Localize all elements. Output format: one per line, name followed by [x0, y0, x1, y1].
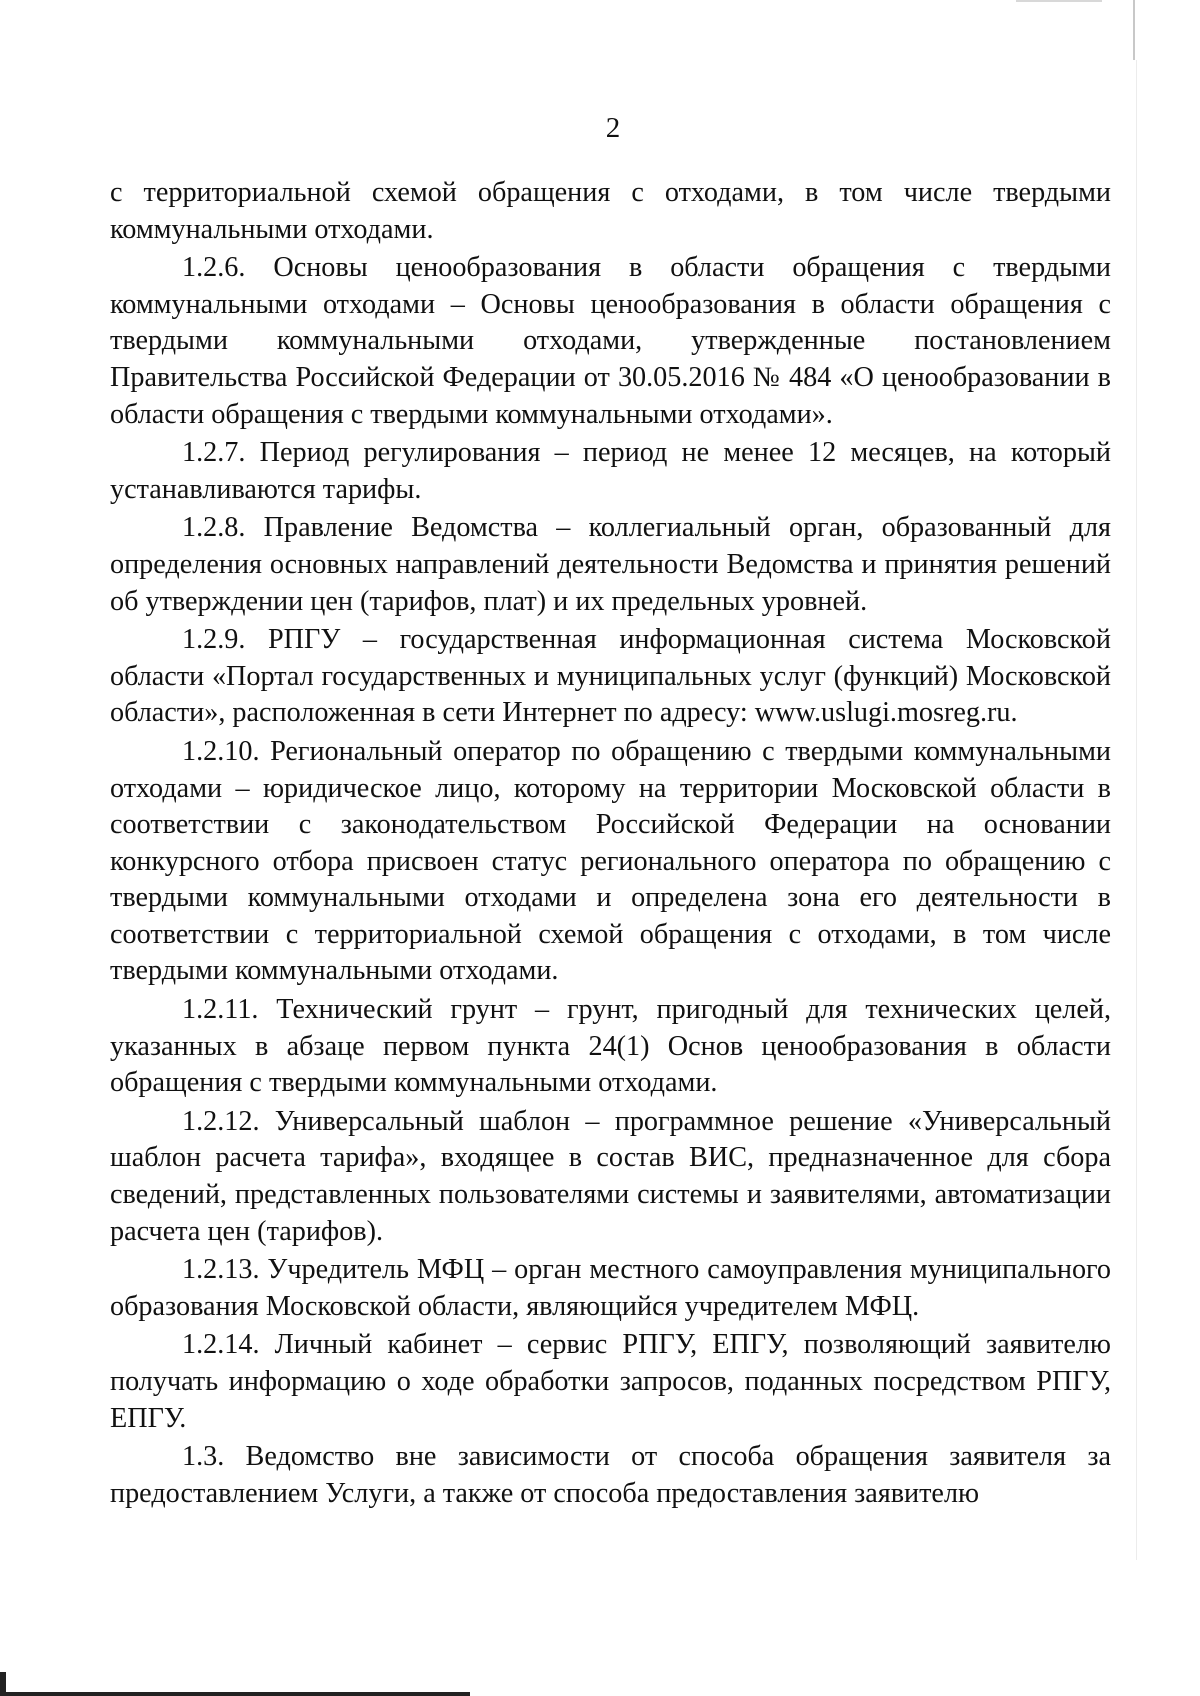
scan-artifact-right	[1133, 0, 1135, 60]
paragraph-continuation: с территориальной схемой обращения с отходами, в том числе твердыми коммунальными отходами.	[110, 177, 1111, 245]
document-body	[110, 175, 1111, 1512]
paragraph-1-3: 1.3. Ведомство вне зависимости от способа обращения заявителя за предоставлением Услуги, а также от способа предоставления заявителю	[110, 1441, 1111, 1509]
page-number: 2	[605, 112, 621, 144]
paragraph-1-2-9: 1.2.9. РПГУ – государственная информационная система Московской области «Портал государственных и муниципальных услуг (функций) Московской области», расположенная в сети Интернет по адресу: www.uslugi.mosreg.ru.	[110, 624, 1111, 729]
scan-artifact-bottom	[0, 1692, 470, 1696]
paragraph-1-2-7: 1.2.7. Период регулирования – период не менее 12 месяцев, на который устанавливаются тарифы.	[110, 437, 1111, 505]
scan-artifact-right-faint	[1136, 60, 1137, 1560]
paragraph-1-2-11: 1.2.11. Технический грунт – грунт, пригодный для технических целей, указанных в абзаце первом пункта 24(1) Основ ценообразования в области обращения с твердыми коммунальными отходами.	[110, 994, 1111, 1099]
scan-artifact-top	[1016, 0, 1102, 2]
paragraph-1-2-14: 1.2.14. Личный кабинет – сервис РПГУ, ЕПГУ, позволяющий заявителю получать информацию о ходе обработки запросов, поданных посредством РПГУ, ЕПГУ.	[110, 1329, 1111, 1434]
paragraph-1-2-6: 1.2.6. Основы ценообразования в области обращения с твердыми коммунальными отходами – Основы ценообразования в области обращения с твердыми коммунальными отходами, утвержденные постановлением Правительства Российской Федерации от 30.05.2016 № 484 «О ценообразовании в области обращения с твердыми коммунальными отходами».	[110, 252, 1111, 430]
paragraph-1-2-10: 1.2.10. Региональный оператор по обращению с твердыми коммунальными отходами – юридическое лицо, которому на территории Московской области в соответствии с законодательством Российской Федерации на основании конкурсного отбора присвоен статус регионального оператора по обращению с твердыми коммунальными отходами и определена зона его деятельности в соответствии с территориальной схемой обращения с отходами, в том числе твердыми коммунальными отходами.	[110, 735, 1111, 987]
paragraph-1-2-8: 1.2.8. Правление Ведомства – коллегиальный орган, образованный для определения основных направлений деятельности Ведомства и принятия решений об утверждении цен (тарифов, плат) и их предельных уровней.	[110, 512, 1111, 617]
scan-artifact-bottom-left	[0, 1672, 6, 1696]
paragraph-1-2-13: 1.2.13. Учредитель МФЦ – орган местного самоуправления муниципального образования Московской области, являющийся учредителем МФЦ.	[110, 1254, 1111, 1322]
paragraph-1-2-12: 1.2.12. Универсальный шаблон – программное решение «Универсальный шаблон расчета тарифа», входящее в состав ВИС, предназначенное для сбора сведений, представленных пользователями системы и заявителями, автоматизации расчета цен (тарифов).	[110, 1105, 1111, 1247]
